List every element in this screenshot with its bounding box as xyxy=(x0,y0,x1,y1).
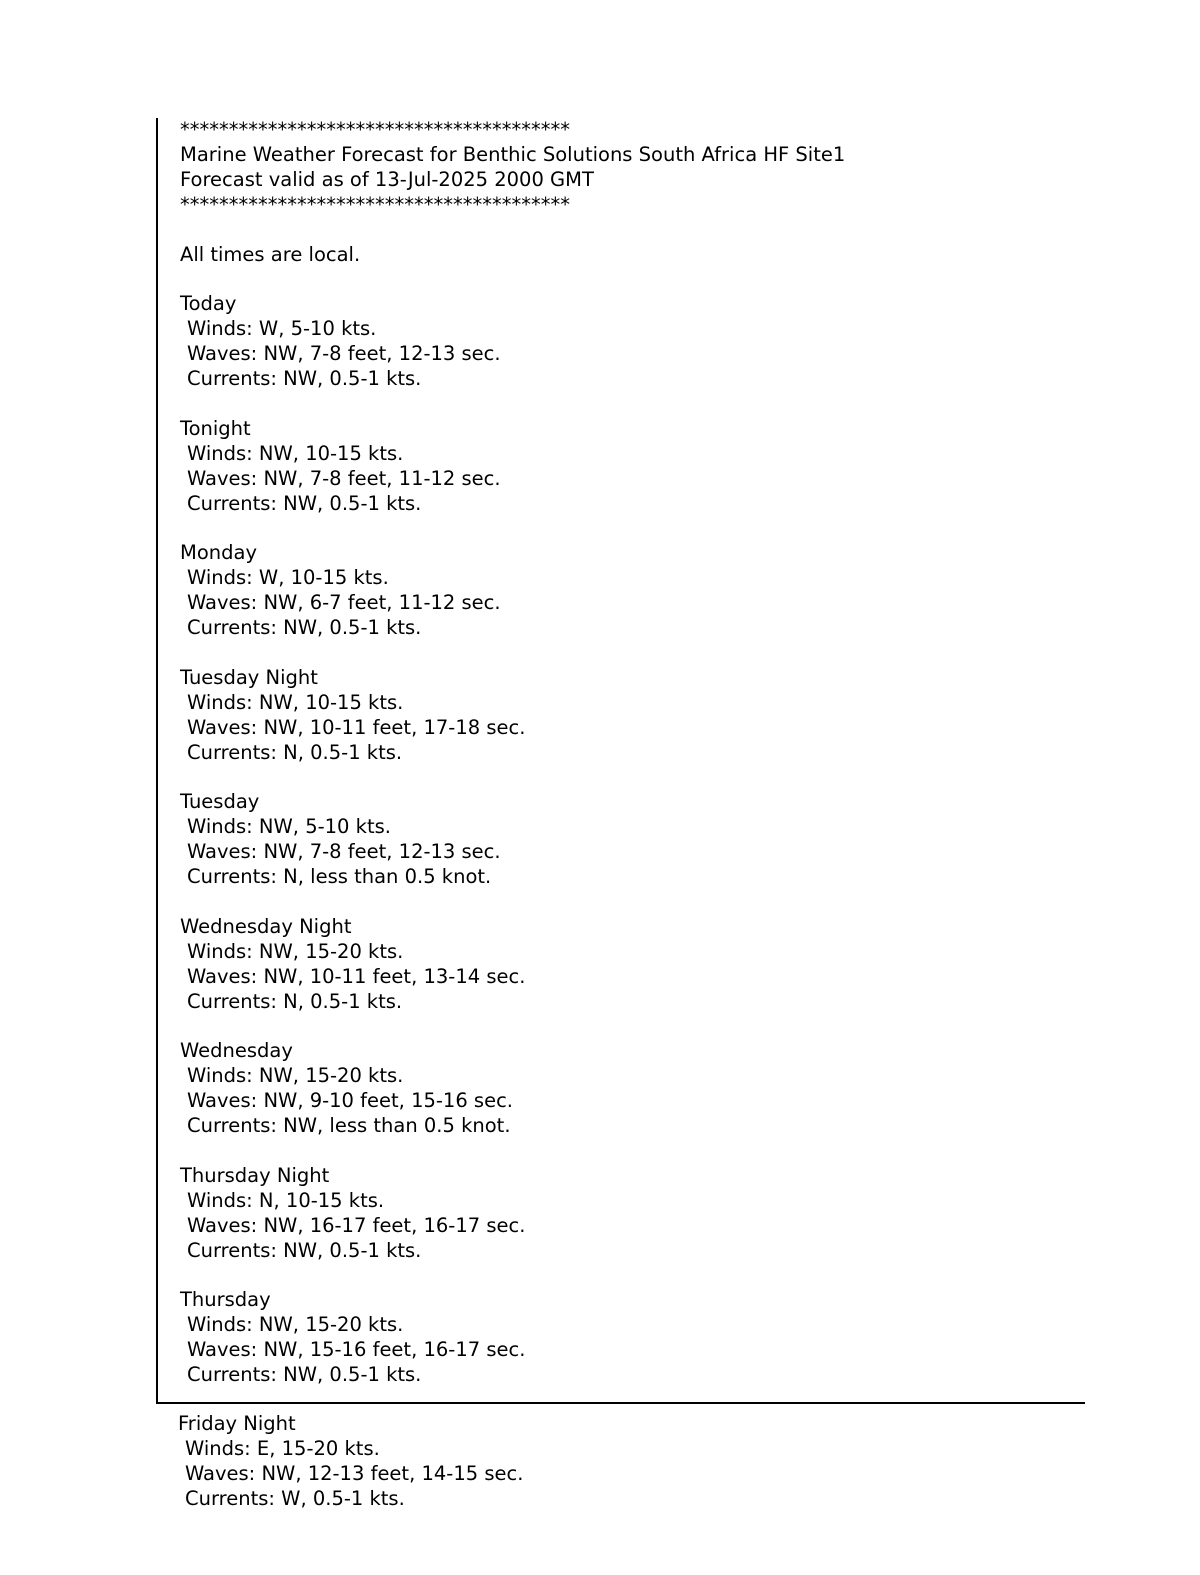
winds-line: Winds: NW, 15-20 kts. xyxy=(187,1064,404,1088)
waves-line: Waves: NW, 7-8 feet, 12-13 sec. xyxy=(187,840,501,864)
currents-line: Currents: NW, 0.5-1 kts. xyxy=(187,1238,422,1262)
currents-line: Currents: N, 0.5-1 kts. xyxy=(187,989,403,1013)
waves-line: Waves: NW, 12-13 feet, 14-15 sec. xyxy=(185,1461,524,1485)
currents-line: Currents: W, 0.5-1 kts. xyxy=(185,1486,405,1510)
separator-bottom: **************************************** xyxy=(180,192,570,216)
waves-line: Waves: NW, 7-8 feet, 12-13 sec. xyxy=(187,342,501,366)
section-today xyxy=(180,292,1085,392)
section-monday xyxy=(180,541,1085,641)
waves-line: Waves: NW, 16-17 feet, 16-17 sec. xyxy=(187,1213,526,1237)
waves-line: Waves: NW, 10-11 feet, 17-18 sec. xyxy=(187,715,526,739)
currents-line: Currents: N, less than 0.5 knot. xyxy=(187,865,492,889)
day-heading: Thursday xyxy=(180,1288,271,1312)
forecast-title: Marine Weather Forecast for Benthic Solutions South Africa HF Site1 xyxy=(180,142,846,166)
winds-line: Winds: NW, 15-20 kts. xyxy=(187,939,404,963)
separator-top: **************************************** xyxy=(180,118,570,141)
waves-line: Waves: NW, 9-10 feet, 15-16 sec. xyxy=(187,1089,514,1113)
day-heading: Tuesday xyxy=(180,790,260,814)
section-friday-night xyxy=(178,1412,523,1512)
section-tonight xyxy=(180,417,1085,517)
section-tuesday xyxy=(180,790,1085,890)
winds-line: Winds: NW, 10-15 kts. xyxy=(187,690,404,714)
forecast-box xyxy=(156,118,1085,1404)
times-note-block xyxy=(180,243,1085,268)
day-heading: Monday xyxy=(180,541,257,565)
section-tuesday-night xyxy=(180,666,1085,766)
waves-line: Waves: NW, 15-16 feet, 16-17 sec. xyxy=(187,1338,526,1362)
times-note: All times are local. xyxy=(180,242,361,266)
forecast-valid-line: Forecast valid as of 13-Jul-2025 2000 GMT xyxy=(180,167,594,191)
waves-line: Waves: NW, 10-11 feet, 13-14 sec. xyxy=(187,964,526,988)
winds-line: Winds: W, 10-15 kts. xyxy=(187,566,389,590)
day-heading: Tonight xyxy=(180,416,251,440)
day-heading: Today xyxy=(180,292,237,316)
section-thursday xyxy=(180,1288,1085,1388)
winds-line: Winds: W, 5-10 kts. xyxy=(187,317,377,341)
section-wednesday xyxy=(180,1039,1085,1139)
winds-line: Winds: E, 15-20 kts. xyxy=(185,1436,380,1460)
winds-line: Winds: NW, 15-20 kts. xyxy=(187,1313,404,1337)
currents-line: Currents: NW, 0.5-1 kts. xyxy=(187,1363,422,1387)
currents-line: Currents: NW, 0.5-1 kts. xyxy=(187,616,422,640)
day-heading: Thursday Night xyxy=(180,1163,330,1187)
currents-line: Currents: NW, 0.5-1 kts. xyxy=(187,367,422,391)
winds-line: Winds: NW, 5-10 kts. xyxy=(187,815,391,839)
waves-line: Waves: NW, 7-8 feet, 11-12 sec. xyxy=(187,466,501,490)
currents-line: Currents: NW, less than 0.5 knot. xyxy=(187,1114,511,1138)
currents-line: Currents: NW, 0.5-1 kts. xyxy=(187,491,422,515)
day-heading: Wednesday Night xyxy=(180,914,352,938)
winds-line: Winds: NW, 10-15 kts. xyxy=(187,441,404,465)
day-heading: Friday Night xyxy=(178,1412,296,1435)
section-wednesday-night xyxy=(180,915,1085,1015)
section-thursday-night xyxy=(180,1164,1085,1264)
currents-line: Currents: N, 0.5-1 kts. xyxy=(187,740,403,764)
day-heading: Wednesday xyxy=(180,1039,293,1063)
winds-line: Winds: N, 10-15 kts. xyxy=(187,1188,385,1212)
day-heading: Tuesday Night xyxy=(180,665,318,689)
waves-line: Waves: NW, 6-7 feet, 11-12 sec. xyxy=(187,591,501,615)
